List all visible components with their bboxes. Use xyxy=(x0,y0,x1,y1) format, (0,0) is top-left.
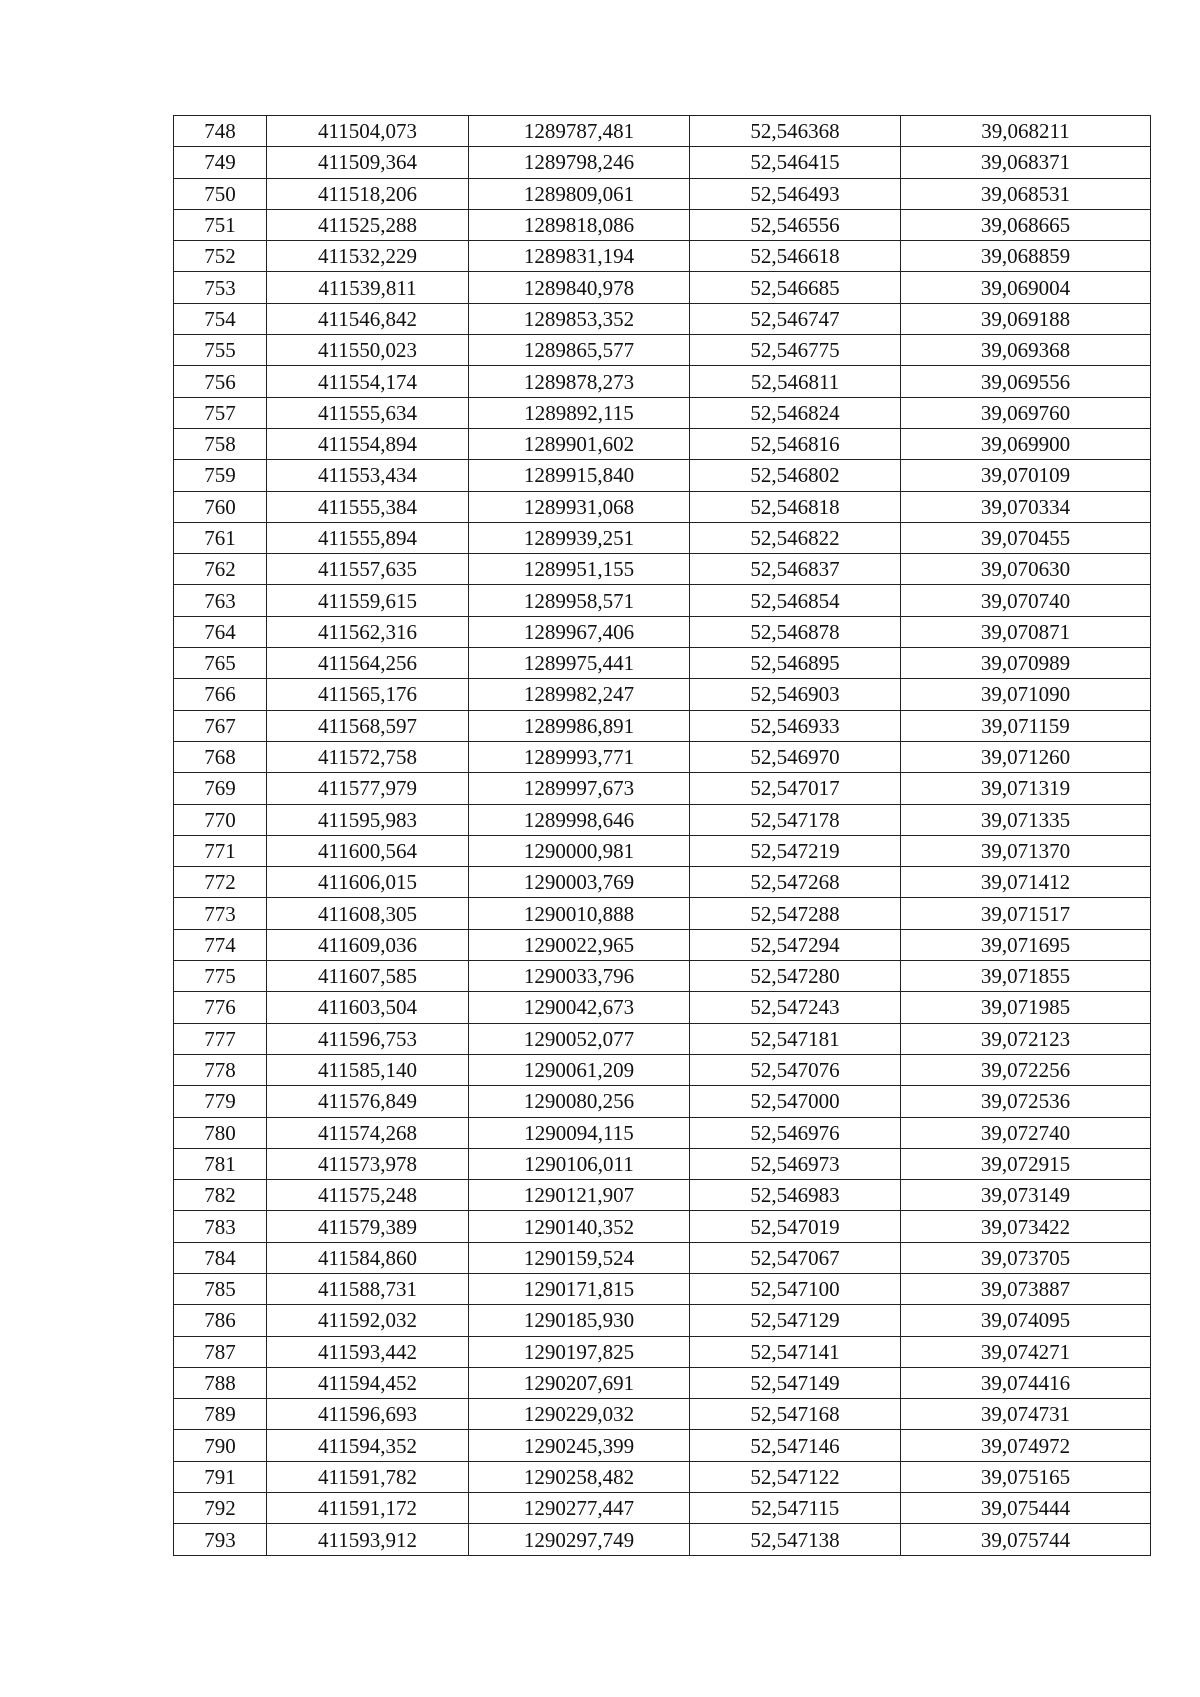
x-coordinate-cell: 411504,073 xyxy=(267,116,469,147)
point-number-cell: 786 xyxy=(174,1305,267,1336)
x-coordinate-cell: 411607,585 xyxy=(267,961,469,992)
x-coordinate-cell: 411596,753 xyxy=(267,1023,469,1054)
table-row xyxy=(174,272,1151,303)
y-coordinate-cell: 1289939,251 xyxy=(469,522,690,553)
table-row xyxy=(174,335,1151,366)
x-coordinate-cell: 411593,442 xyxy=(267,1336,469,1367)
x-coordinate-cell: 411559,615 xyxy=(267,585,469,616)
latitude-cell: 52,546824 xyxy=(690,397,901,428)
longitude-cell: 39,068531 xyxy=(901,178,1151,209)
longitude-cell: 39,069900 xyxy=(901,428,1151,459)
longitude-cell: 39,070989 xyxy=(901,648,1151,679)
x-coordinate-cell: 411579,389 xyxy=(267,1211,469,1242)
latitude-cell: 52,546618 xyxy=(690,241,901,272)
y-coordinate-cell: 1289997,673 xyxy=(469,773,690,804)
x-coordinate-cell: 411575,248 xyxy=(267,1180,469,1211)
y-coordinate-cell: 1289787,481 xyxy=(469,116,690,147)
y-coordinate-cell: 1289998,646 xyxy=(469,804,690,835)
longitude-cell: 39,069188 xyxy=(901,303,1151,334)
latitude-cell: 52,547219 xyxy=(690,835,901,866)
x-coordinate-cell: 411594,352 xyxy=(267,1430,469,1461)
y-coordinate-cell: 1290185,930 xyxy=(469,1305,690,1336)
latitude-cell: 52,547146 xyxy=(690,1430,901,1461)
y-coordinate-cell: 1289892,115 xyxy=(469,397,690,428)
x-coordinate-cell: 411609,036 xyxy=(267,929,469,960)
latitude-cell: 52,546556 xyxy=(690,209,901,240)
point-number-cell: 765 xyxy=(174,648,267,679)
y-coordinate-cell: 1290033,796 xyxy=(469,961,690,992)
table-row xyxy=(174,554,1151,585)
table-row xyxy=(174,1148,1151,1179)
point-number-cell: 774 xyxy=(174,929,267,960)
latitude-cell: 52,547280 xyxy=(690,961,901,992)
table-row xyxy=(174,1305,1151,1336)
longitude-cell: 39,075165 xyxy=(901,1461,1151,1492)
y-coordinate-cell: 1290000,981 xyxy=(469,835,690,866)
table-row xyxy=(174,773,1151,804)
x-coordinate-cell: 411584,860 xyxy=(267,1242,469,1273)
longitude-cell: 39,071695 xyxy=(901,929,1151,960)
point-number-cell: 763 xyxy=(174,585,267,616)
x-coordinate-cell: 411554,894 xyxy=(267,428,469,459)
latitude-cell: 52,547243 xyxy=(690,992,901,1023)
table-row xyxy=(174,804,1151,835)
y-coordinate-cell: 1289831,194 xyxy=(469,241,690,272)
y-coordinate-cell: 1290140,352 xyxy=(469,1211,690,1242)
x-coordinate-cell: 411565,176 xyxy=(267,679,469,710)
point-number-cell: 793 xyxy=(174,1524,267,1555)
table-row xyxy=(174,1336,1151,1367)
latitude-cell: 52,546415 xyxy=(690,147,901,178)
latitude-cell: 52,546685 xyxy=(690,272,901,303)
latitude-cell: 52,546895 xyxy=(690,648,901,679)
x-coordinate-cell: 411554,174 xyxy=(267,366,469,397)
coordinates-table-body xyxy=(174,116,1151,1556)
longitude-cell: 39,073422 xyxy=(901,1211,1151,1242)
point-number-cell: 768 xyxy=(174,741,267,772)
longitude-cell: 39,070455 xyxy=(901,522,1151,553)
latitude-cell: 52,546368 xyxy=(690,116,901,147)
x-coordinate-cell: 411608,305 xyxy=(267,898,469,929)
y-coordinate-cell: 1289951,155 xyxy=(469,554,690,585)
x-coordinate-cell: 411562,316 xyxy=(267,616,469,647)
point-number-cell: 778 xyxy=(174,1054,267,1085)
longitude-cell: 39,071517 xyxy=(901,898,1151,929)
latitude-cell: 52,546747 xyxy=(690,303,901,334)
x-coordinate-cell: 411525,288 xyxy=(267,209,469,240)
point-number-cell: 770 xyxy=(174,804,267,835)
point-number-cell: 764 xyxy=(174,616,267,647)
y-coordinate-cell: 1290297,749 xyxy=(469,1524,690,1555)
y-coordinate-cell: 1290245,399 xyxy=(469,1430,690,1461)
table-row xyxy=(174,241,1151,272)
table-row xyxy=(174,522,1151,553)
table-row xyxy=(174,116,1151,147)
table-row xyxy=(174,1493,1151,1524)
x-coordinate-cell: 411557,635 xyxy=(267,554,469,585)
point-number-cell: 792 xyxy=(174,1493,267,1524)
longitude-cell: 39,071985 xyxy=(901,992,1151,1023)
latitude-cell: 52,546970 xyxy=(690,741,901,772)
point-number-cell: 780 xyxy=(174,1117,267,1148)
table-row xyxy=(174,961,1151,992)
y-coordinate-cell: 1290207,691 xyxy=(469,1367,690,1398)
x-coordinate-cell: 411603,504 xyxy=(267,992,469,1023)
y-coordinate-cell: 1289865,577 xyxy=(469,335,690,366)
longitude-cell: 39,071335 xyxy=(901,804,1151,835)
table-row xyxy=(174,679,1151,710)
longitude-cell: 39,074271 xyxy=(901,1336,1151,1367)
latitude-cell: 52,547115 xyxy=(690,1493,901,1524)
point-number-cell: 754 xyxy=(174,303,267,334)
point-number-cell: 756 xyxy=(174,366,267,397)
x-coordinate-cell: 411574,268 xyxy=(267,1117,469,1148)
point-number-cell: 750 xyxy=(174,178,267,209)
longitude-cell: 39,075744 xyxy=(901,1524,1151,1555)
longitude-cell: 39,069004 xyxy=(901,272,1151,303)
y-coordinate-cell: 1289975,441 xyxy=(469,648,690,679)
longitude-cell: 39,071159 xyxy=(901,710,1151,741)
point-number-cell: 788 xyxy=(174,1367,267,1398)
latitude-cell: 52,546933 xyxy=(690,710,901,741)
point-number-cell: 766 xyxy=(174,679,267,710)
table-row xyxy=(174,585,1151,616)
longitude-cell: 39,075444 xyxy=(901,1493,1151,1524)
longitude-cell: 39,069556 xyxy=(901,366,1151,397)
latitude-cell: 52,547129 xyxy=(690,1305,901,1336)
x-coordinate-cell: 411600,564 xyxy=(267,835,469,866)
table-row xyxy=(174,1461,1151,1492)
x-coordinate-cell: 411564,256 xyxy=(267,648,469,679)
table-row xyxy=(174,1430,1151,1461)
x-coordinate-cell: 411555,384 xyxy=(267,491,469,522)
table-row xyxy=(174,178,1151,209)
y-coordinate-cell: 1290042,673 xyxy=(469,992,690,1023)
y-coordinate-cell: 1289931,068 xyxy=(469,491,690,522)
longitude-cell: 39,074095 xyxy=(901,1305,1151,1336)
longitude-cell: 39,070630 xyxy=(901,554,1151,585)
latitude-cell: 52,546973 xyxy=(690,1148,901,1179)
latitude-cell: 52,547149 xyxy=(690,1367,901,1398)
x-coordinate-cell: 411594,452 xyxy=(267,1367,469,1398)
point-number-cell: 789 xyxy=(174,1399,267,1430)
x-coordinate-cell: 411585,140 xyxy=(267,1054,469,1085)
x-coordinate-cell: 411568,597 xyxy=(267,710,469,741)
longitude-cell: 39,072740 xyxy=(901,1117,1151,1148)
x-coordinate-cell: 411509,364 xyxy=(267,147,469,178)
point-number-cell: 777 xyxy=(174,1023,267,1054)
latitude-cell: 52,547019 xyxy=(690,1211,901,1242)
coordinates-table xyxy=(173,115,1151,1556)
x-coordinate-cell: 411593,912 xyxy=(267,1524,469,1555)
x-coordinate-cell: 411591,782 xyxy=(267,1461,469,1492)
latitude-cell: 52,547017 xyxy=(690,773,901,804)
table-row xyxy=(174,710,1151,741)
x-coordinate-cell: 411550,023 xyxy=(267,335,469,366)
table-row xyxy=(174,898,1151,929)
point-number-cell: 781 xyxy=(174,1148,267,1179)
point-number-cell: 772 xyxy=(174,867,267,898)
longitude-cell: 39,071855 xyxy=(901,961,1151,992)
table-row xyxy=(174,616,1151,647)
latitude-cell: 52,546854 xyxy=(690,585,901,616)
longitude-cell: 39,072123 xyxy=(901,1023,1151,1054)
y-coordinate-cell: 1290171,815 xyxy=(469,1273,690,1304)
point-number-cell: 759 xyxy=(174,460,267,491)
table-row xyxy=(174,992,1151,1023)
longitude-cell: 39,069368 xyxy=(901,335,1151,366)
table-row xyxy=(174,428,1151,459)
table-row xyxy=(174,648,1151,679)
y-coordinate-cell: 1290010,888 xyxy=(469,898,690,929)
y-coordinate-cell: 1290229,032 xyxy=(469,1399,690,1430)
point-number-cell: 773 xyxy=(174,898,267,929)
y-coordinate-cell: 1289798,246 xyxy=(469,147,690,178)
point-number-cell: 775 xyxy=(174,961,267,992)
latitude-cell: 52,546775 xyxy=(690,335,901,366)
x-coordinate-cell: 411555,894 xyxy=(267,522,469,553)
table-row xyxy=(174,1367,1151,1398)
point-number-cell: 787 xyxy=(174,1336,267,1367)
point-number-cell: 753 xyxy=(174,272,267,303)
y-coordinate-cell: 1290159,524 xyxy=(469,1242,690,1273)
latitude-cell: 52,547141 xyxy=(690,1336,901,1367)
longitude-cell: 39,074416 xyxy=(901,1367,1151,1398)
point-number-cell: 762 xyxy=(174,554,267,585)
latitude-cell: 52,546837 xyxy=(690,554,901,585)
x-coordinate-cell: 411546,842 xyxy=(267,303,469,334)
point-number-cell: 784 xyxy=(174,1242,267,1273)
point-number-cell: 748 xyxy=(174,116,267,147)
table-row xyxy=(174,209,1151,240)
longitude-cell: 39,068371 xyxy=(901,147,1151,178)
x-coordinate-cell: 411596,693 xyxy=(267,1399,469,1430)
point-number-cell: 757 xyxy=(174,397,267,428)
y-coordinate-cell: 1290277,447 xyxy=(469,1493,690,1524)
y-coordinate-cell: 1289853,352 xyxy=(469,303,690,334)
latitude-cell: 52,547100 xyxy=(690,1273,901,1304)
point-number-cell: 771 xyxy=(174,835,267,866)
x-coordinate-cell: 411539,811 xyxy=(267,272,469,303)
table-row xyxy=(174,1399,1151,1430)
table-row xyxy=(174,460,1151,491)
longitude-cell: 39,071370 xyxy=(901,835,1151,866)
y-coordinate-cell: 1290106,011 xyxy=(469,1148,690,1179)
latitude-cell: 52,546816 xyxy=(690,428,901,459)
latitude-cell: 52,546976 xyxy=(690,1117,901,1148)
table-row xyxy=(174,1242,1151,1273)
point-number-cell: 790 xyxy=(174,1430,267,1461)
point-number-cell: 785 xyxy=(174,1273,267,1304)
table-row xyxy=(174,1086,1151,1117)
table-row xyxy=(174,1180,1151,1211)
y-coordinate-cell: 1290003,769 xyxy=(469,867,690,898)
point-number-cell: 751 xyxy=(174,209,267,240)
x-coordinate-cell: 411532,229 xyxy=(267,241,469,272)
table-row xyxy=(174,1273,1151,1304)
table-row xyxy=(174,929,1151,960)
point-number-cell: 767 xyxy=(174,710,267,741)
y-coordinate-cell: 1290061,209 xyxy=(469,1054,690,1085)
point-number-cell: 755 xyxy=(174,335,267,366)
latitude-cell: 52,547181 xyxy=(690,1023,901,1054)
y-coordinate-cell: 1290080,256 xyxy=(469,1086,690,1117)
latitude-cell: 52,547178 xyxy=(690,804,901,835)
y-coordinate-cell: 1289878,273 xyxy=(469,366,690,397)
table-row xyxy=(174,1117,1151,1148)
table-row xyxy=(174,1054,1151,1085)
table-row xyxy=(174,147,1151,178)
y-coordinate-cell: 1289915,840 xyxy=(469,460,690,491)
latitude-cell: 52,547288 xyxy=(690,898,901,929)
y-coordinate-cell: 1289809,061 xyxy=(469,178,690,209)
longitude-cell: 39,070740 xyxy=(901,585,1151,616)
longitude-cell: 39,070109 xyxy=(901,460,1151,491)
y-coordinate-cell: 1290094,115 xyxy=(469,1117,690,1148)
point-number-cell: 769 xyxy=(174,773,267,804)
latitude-cell: 52,546983 xyxy=(690,1180,901,1211)
point-number-cell: 779 xyxy=(174,1086,267,1117)
point-number-cell: 761 xyxy=(174,522,267,553)
latitude-cell: 52,547122 xyxy=(690,1461,901,1492)
x-coordinate-cell: 411595,983 xyxy=(267,804,469,835)
x-coordinate-cell: 411573,978 xyxy=(267,1148,469,1179)
y-coordinate-cell: 1289840,978 xyxy=(469,272,690,303)
point-number-cell: 752 xyxy=(174,241,267,272)
table-row xyxy=(174,1023,1151,1054)
x-coordinate-cell: 411555,634 xyxy=(267,397,469,428)
x-coordinate-cell: 411576,849 xyxy=(267,1086,469,1117)
point-number-cell: 776 xyxy=(174,992,267,1023)
longitude-cell: 39,074731 xyxy=(901,1399,1151,1430)
table-row xyxy=(174,491,1151,522)
x-coordinate-cell: 411572,758 xyxy=(267,741,469,772)
y-coordinate-cell: 1289818,086 xyxy=(469,209,690,240)
latitude-cell: 52,547268 xyxy=(690,867,901,898)
table-row xyxy=(174,366,1151,397)
latitude-cell: 52,547138 xyxy=(690,1524,901,1555)
y-coordinate-cell: 1289958,571 xyxy=(469,585,690,616)
longitude-cell: 39,069760 xyxy=(901,397,1151,428)
point-number-cell: 783 xyxy=(174,1211,267,1242)
x-coordinate-cell: 411553,434 xyxy=(267,460,469,491)
table-row xyxy=(174,1524,1151,1555)
longitude-cell: 39,068665 xyxy=(901,209,1151,240)
latitude-cell: 52,546493 xyxy=(690,178,901,209)
y-coordinate-cell: 1289986,891 xyxy=(469,710,690,741)
y-coordinate-cell: 1290197,825 xyxy=(469,1336,690,1367)
x-coordinate-cell: 411606,015 xyxy=(267,867,469,898)
latitude-cell: 52,546878 xyxy=(690,616,901,647)
point-number-cell: 749 xyxy=(174,147,267,178)
table-row xyxy=(174,867,1151,898)
longitude-cell: 39,071090 xyxy=(901,679,1151,710)
longitude-cell: 39,074972 xyxy=(901,1430,1151,1461)
table-row xyxy=(174,741,1151,772)
x-coordinate-cell: 411577,979 xyxy=(267,773,469,804)
table-row xyxy=(174,1211,1151,1242)
longitude-cell: 39,071319 xyxy=(901,773,1151,804)
latitude-cell: 52,546802 xyxy=(690,460,901,491)
latitude-cell: 52,546811 xyxy=(690,366,901,397)
y-coordinate-cell: 1289901,602 xyxy=(469,428,690,459)
latitude-cell: 52,547294 xyxy=(690,929,901,960)
y-coordinate-cell: 1290258,482 xyxy=(469,1461,690,1492)
point-number-cell: 782 xyxy=(174,1180,267,1211)
table-row xyxy=(174,397,1151,428)
x-coordinate-cell: 411588,731 xyxy=(267,1273,469,1304)
latitude-cell: 52,547076 xyxy=(690,1054,901,1085)
longitude-cell: 39,068859 xyxy=(901,241,1151,272)
point-number-cell: 760 xyxy=(174,491,267,522)
longitude-cell: 39,068211 xyxy=(901,116,1151,147)
y-coordinate-cell: 1289982,247 xyxy=(469,679,690,710)
y-coordinate-cell: 1289993,771 xyxy=(469,741,690,772)
longitude-cell: 39,072256 xyxy=(901,1054,1151,1085)
y-coordinate-cell: 1290052,077 xyxy=(469,1023,690,1054)
x-coordinate-cell: 411591,172 xyxy=(267,1493,469,1524)
table-row xyxy=(174,835,1151,866)
y-coordinate-cell: 1290121,907 xyxy=(469,1180,690,1211)
longitude-cell: 39,073149 xyxy=(901,1180,1151,1211)
longitude-cell: 39,073705 xyxy=(901,1242,1151,1273)
point-number-cell: 791 xyxy=(174,1461,267,1492)
point-number-cell: 758 xyxy=(174,428,267,459)
latitude-cell: 52,546818 xyxy=(690,491,901,522)
longitude-cell: 39,070334 xyxy=(901,491,1151,522)
longitude-cell: 39,072536 xyxy=(901,1086,1151,1117)
x-coordinate-cell: 411518,206 xyxy=(267,178,469,209)
longitude-cell: 39,073887 xyxy=(901,1273,1151,1304)
longitude-cell: 39,071412 xyxy=(901,867,1151,898)
y-coordinate-cell: 1289967,406 xyxy=(469,616,690,647)
longitude-cell: 39,070871 xyxy=(901,616,1151,647)
y-coordinate-cell: 1290022,965 xyxy=(469,929,690,960)
latitude-cell: 52,546822 xyxy=(690,522,901,553)
longitude-cell: 39,072915 xyxy=(901,1148,1151,1179)
latitude-cell: 52,547000 xyxy=(690,1086,901,1117)
longitude-cell: 39,071260 xyxy=(901,741,1151,772)
x-coordinate-cell: 411592,032 xyxy=(267,1305,469,1336)
latitude-cell: 52,547168 xyxy=(690,1399,901,1430)
table-row xyxy=(174,303,1151,334)
latitude-cell: 52,547067 xyxy=(690,1242,901,1273)
latitude-cell: 52,546903 xyxy=(690,679,901,710)
